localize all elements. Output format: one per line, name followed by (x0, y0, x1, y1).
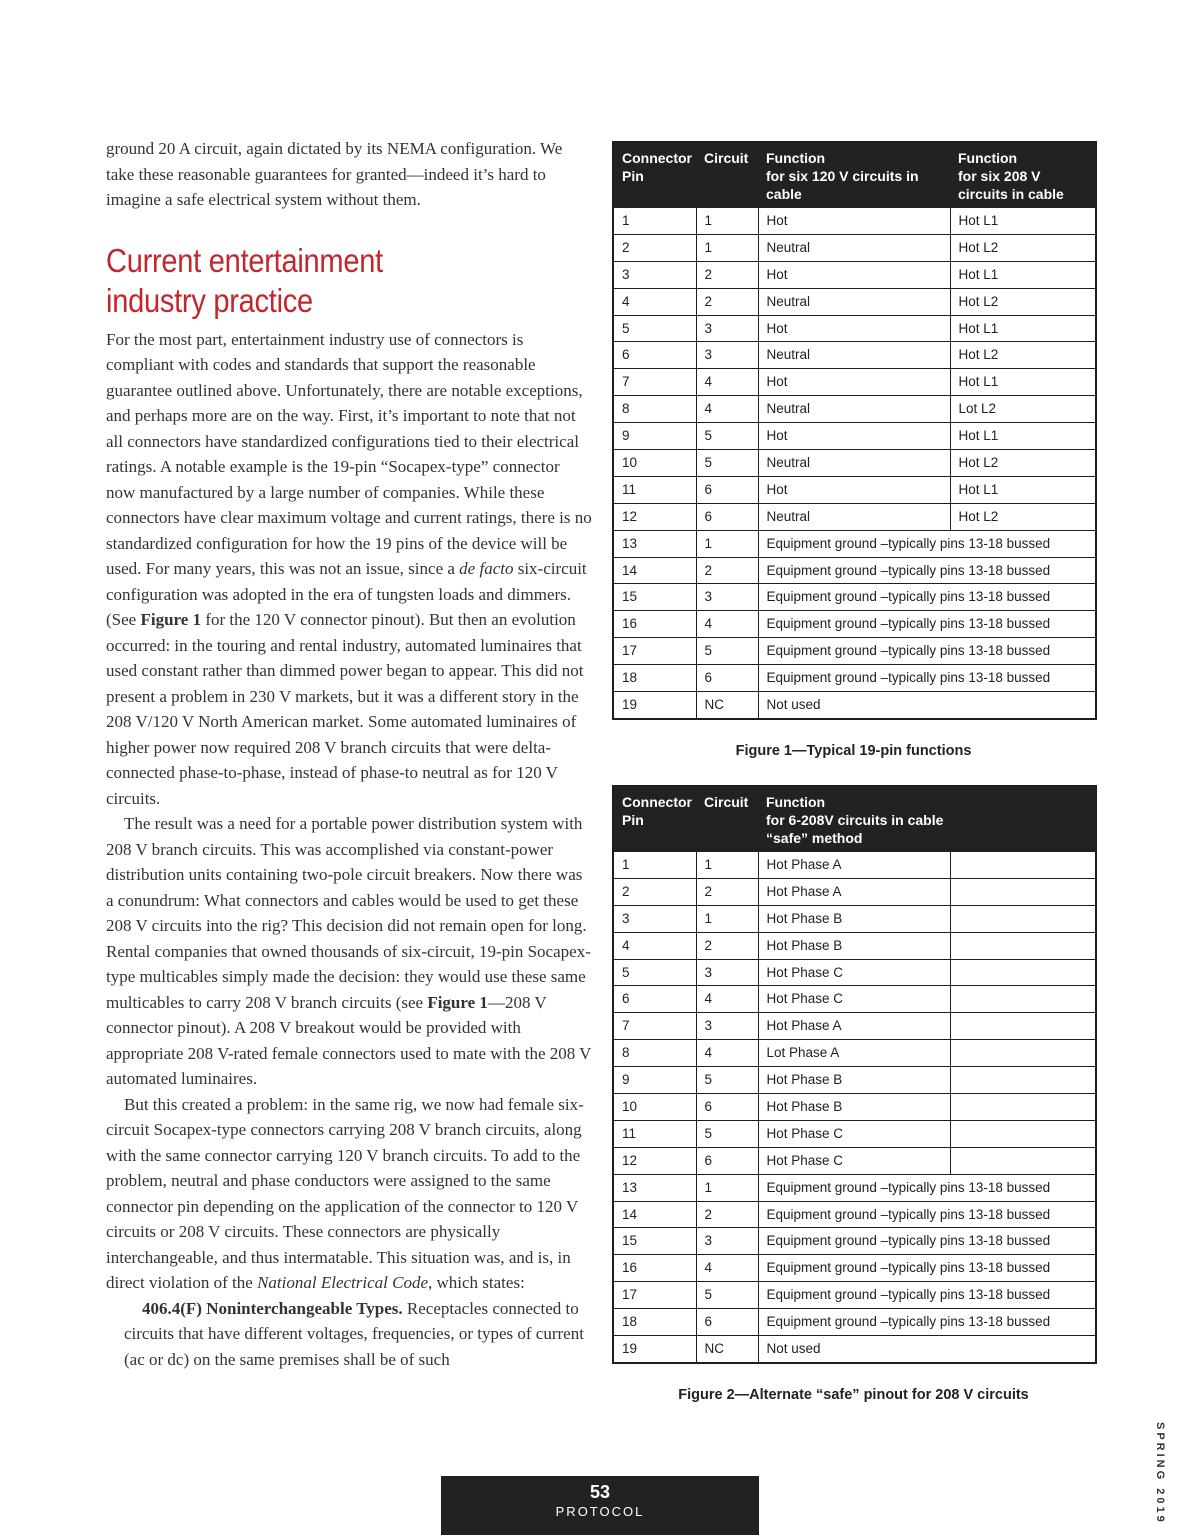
table-cell: 5 (696, 1120, 758, 1147)
table-cell: 6 (696, 503, 758, 530)
table-cell (950, 905, 1096, 932)
table-cell: Hot Phase B (758, 1094, 950, 1121)
table-cell: Hot L1 (950, 261, 1096, 288)
table-row (613, 530, 1096, 557)
table-cell: 16 (613, 1255, 696, 1282)
table-cell: Equipment ground –typically pins 13-18 bussed (758, 1201, 1096, 1228)
table-cell: 10 (613, 1094, 696, 1121)
table-cell: 5 (696, 1067, 758, 1094)
table-cell: Hot L2 (950, 342, 1096, 369)
table-cell: 5 (613, 959, 696, 986)
table-cell: 12 (613, 503, 696, 530)
table-cell: 4 (696, 1255, 758, 1282)
table-cell: 5 (696, 423, 758, 450)
table-cell: Neutral (758, 234, 950, 261)
table-cell (950, 1120, 1096, 1147)
table-cell: Not used (758, 1336, 1096, 1363)
table-row (613, 1255, 1096, 1282)
table-cell: 9 (613, 1067, 696, 1094)
p1-text-c: for the 120 V connector pinout). But then an evolution occurred: in the touring and rental industry, automated luminaires that used constant rather than dimmed power began to appear. This did not present a problem in 230 V markets, but it was a different story in the 208 V/120 V North American market. Some automated luminaires of higher power now required 208 V branch circuits that were delta-connected phase-to-phase, instead of phase-to neutral as for 120 V circuits. (106, 610, 584, 808)
table-cell: 6 (696, 665, 758, 692)
table-row (613, 665, 1096, 692)
table-cell: 5 (613, 315, 696, 342)
table-cell: 17 (613, 1282, 696, 1309)
section-heading-line2: industry practice (106, 281, 313, 319)
table-row (613, 932, 1096, 959)
table-cell: 10 (613, 450, 696, 477)
table-cell (950, 1040, 1096, 1067)
table-cell: NC (696, 1336, 758, 1363)
table-cell: 4 (696, 986, 758, 1013)
article-body (106, 136, 592, 1372)
table-row (613, 396, 1096, 423)
table-row (613, 342, 1096, 369)
table-cell: 1 (613, 852, 696, 879)
table-cell: Neutral (758, 396, 950, 423)
header-circuit: Circuit (696, 142, 758, 208)
table-row (613, 584, 1096, 611)
table-cell: 7 (613, 1013, 696, 1040)
page-footer (441, 1476, 759, 1535)
table-cell (950, 878, 1096, 905)
table-cell: Hot (758, 423, 950, 450)
figure-2-table (612, 785, 1097, 1364)
table-row (613, 261, 1096, 288)
table-cell: 11 (613, 476, 696, 503)
table-cell (950, 932, 1096, 959)
figure-1-header-row (613, 142, 1096, 208)
figure-1-body (613, 208, 1096, 719)
p1-italic: de facto (459, 559, 514, 578)
table-row (613, 1228, 1096, 1255)
table-cell: Hot (758, 208, 950, 235)
header-function-208v: Function for six 208 V circuits in cable (950, 142, 1096, 208)
table-cell: Hot Phase C (758, 959, 950, 986)
paragraph-3 (106, 1092, 592, 1296)
table-cell: 2 (696, 1201, 758, 1228)
table-cell: 18 (613, 665, 696, 692)
table-cell: Hot L2 (950, 450, 1096, 477)
table-cell: 2 (696, 932, 758, 959)
table-cell: 16 (613, 611, 696, 638)
header-connector-pin: Connector Pin (613, 142, 696, 208)
table-cell (950, 959, 1096, 986)
table-cell: 6 (613, 342, 696, 369)
page-number: 53 (589, 1482, 611, 1502)
table-row (613, 905, 1096, 932)
table-cell: 3 (613, 905, 696, 932)
quote-text: Receptacles connected to circuits that have different voltages, frequencies, or types of current (ac or dc) on the same premises shall be of such (124, 1298, 584, 1369)
table-cell: Hot Phase B (758, 1067, 950, 1094)
table-row (613, 1174, 1096, 1201)
figure-2-caption: Figure 2—Alternate “safe” pinout for 208 V circuits (678, 1387, 1029, 1403)
table-cell: 2 (696, 557, 758, 584)
table-row (613, 692, 1096, 719)
table-row (613, 878, 1096, 905)
figure-2-body (613, 852, 1096, 1363)
table-cell (950, 1067, 1096, 1094)
table-row (613, 450, 1096, 477)
table-row (613, 959, 1096, 986)
table-cell: Neutral (758, 342, 950, 369)
table-cell: Hot (758, 315, 950, 342)
table-row (613, 208, 1096, 235)
table-cell: 3 (696, 1013, 758, 1040)
table-cell: 2 (613, 878, 696, 905)
table-row (613, 638, 1096, 665)
p3-italic: National Electrical Code (257, 1273, 428, 1292)
table-cell: 13 (613, 1174, 696, 1201)
table-cell: 6 (696, 476, 758, 503)
table-row (613, 369, 1096, 396)
figure-1-caption: Figure 1—Typical 19-pin functions (735, 743, 972, 759)
table-cell: Hot Phase C (758, 1147, 950, 1174)
table-cell: Equipment ground –typically pins 13-18 bussed (758, 557, 1096, 584)
table-cell: Equipment ground –typically pins 13-18 bussed (758, 1282, 1096, 1309)
table-cell: 2 (696, 261, 758, 288)
table-cell: Lot L2 (950, 396, 1096, 423)
table-cell: 4 (696, 1040, 758, 1067)
table-cell: 3 (696, 342, 758, 369)
table-cell: 5 (696, 638, 758, 665)
table-row (613, 1120, 1096, 1147)
table-cell: 1 (696, 208, 758, 235)
table-cell: 14 (613, 557, 696, 584)
table-cell: Hot Phase A (758, 878, 950, 905)
table-cell: 6 (696, 1147, 758, 1174)
table-row (613, 1201, 1096, 1228)
section-heading (106, 241, 534, 321)
paragraph-1 (106, 327, 592, 812)
table-cell: 1 (613, 208, 696, 235)
table-cell: Hot L1 (950, 315, 1096, 342)
table-row (613, 288, 1096, 315)
table-row (613, 557, 1096, 584)
table-cell: Hot Phase A (758, 1013, 950, 1040)
table-row (613, 1040, 1096, 1067)
table-cell: 14 (613, 1201, 696, 1228)
table-row (613, 476, 1096, 503)
code-quote (106, 1296, 592, 1373)
table-row (613, 1094, 1096, 1121)
table-cell: 8 (613, 396, 696, 423)
table-cell: 5 (696, 1282, 758, 1309)
intro-paragraph: ground 20 A circuit, again dictated by its NEMA configuration. We take these reasonable guarantees for granted—indeed it’s hard to imagine a safe electrical system without them. (106, 139, 563, 209)
table-cell: 1 (696, 530, 758, 557)
table-cell: Hot (758, 476, 950, 503)
figure-2-header-row (613, 786, 1096, 852)
table-row (613, 503, 1096, 530)
table-cell: 5 (696, 450, 758, 477)
table-cell: Hot (758, 369, 950, 396)
section-heading-line1: Current entertainment (106, 241, 383, 279)
p3-text-a: But this created a problem: in the same rig, we now had female six-circuit Socapex-type connectors carrying 208 V branch circuits, along with the same connector carrying 120 V branch circuits. To add to the problem, neutral and phase conductors were assigned to the same connector pin depending on the application of the connector to 120 V circuits or 208 V circuits. These connectors are physically interchangeable, and thus intermatable. This situation was, and is, in direct violation of the (106, 1094, 584, 1292)
table-cell: 1 (696, 1174, 758, 1201)
header-function-208v-safe: Function for 6-208V circuits in cable “safe” method (758, 786, 1096, 852)
table-cell: Neutral (758, 288, 950, 315)
table-row (613, 1336, 1096, 1363)
p1-text-a: For the most part, entertainment industry use of connectors is compliant with codes and standards that support the reasonable guarantee outlined above. Unfortunately, there are notable exceptions, and perhaps more are on the way. First, it’s important to note that not all connectors have standardized configurations tied to their electrical ratings. A notable example is the 19-pin “Socapex-type” connector now manufactured by a large number of companies. While these connectors have clear maximum voltage and current ratings, there is no standardized configuration for how the 19 pins of the device will be used. For many years, this was not an issue, since a (106, 329, 592, 578)
table-cell: 7 (613, 369, 696, 396)
table-cell: Hot L2 (950, 503, 1096, 530)
table-cell: 15 (613, 1228, 696, 1255)
table-cell: Equipment ground –typically pins 13-18 bussed (758, 611, 1096, 638)
publication-name: PROTOCOL (555, 1504, 645, 1519)
table-cell (950, 852, 1096, 879)
p1-text-b: six-circuit configuration was adopted in the era of tungsten loads and dimmers. (See (106, 559, 587, 629)
table-cell: Hot Phase C (758, 986, 950, 1013)
table-row (613, 1013, 1096, 1040)
table-row (613, 852, 1096, 879)
table-cell: 3 (696, 1228, 758, 1255)
table-cell (950, 1094, 1096, 1121)
table-cell: Equipment ground –typically pins 13-18 bussed (758, 1228, 1096, 1255)
table-cell: 6 (613, 986, 696, 1013)
table-row (613, 1067, 1096, 1094)
table-cell: Equipment ground –typically pins 13-18 bussed (758, 1309, 1096, 1336)
table-cell: 6 (696, 1094, 758, 1121)
table-cell: Hot L1 (950, 208, 1096, 235)
table-row (613, 1147, 1096, 1174)
table-cell: 4 (696, 611, 758, 638)
table-row (613, 234, 1096, 261)
table-cell: Hot L2 (950, 288, 1096, 315)
p3-text-b: , which states: (428, 1273, 525, 1292)
table-cell: Lot Phase A (758, 1040, 950, 1067)
table-cell: NC (696, 692, 758, 719)
table-cell: Equipment ground –typically pins 13-18 bussed (758, 1255, 1096, 1282)
table-row (613, 986, 1096, 1013)
table-cell: 18 (613, 1309, 696, 1336)
p2-text-b: —208 V connector pinout). A 208 V breakout would be provided with appropriate 208 V-rated female connectors used to mate with the 208 V automated luminaires. (106, 992, 592, 1088)
figure-1-table (612, 141, 1097, 720)
table-cell: Equipment ground –typically pins 13-18 bussed (758, 638, 1096, 665)
table-cell: 9 (613, 423, 696, 450)
table-cell: 19 (613, 692, 696, 719)
table-row (613, 611, 1096, 638)
table-cell: 2 (696, 878, 758, 905)
table-cell: Hot (758, 261, 950, 288)
table-cell: Equipment ground –typically pins 13-18 bussed (758, 530, 1096, 557)
paragraph-2 (106, 811, 592, 1092)
table-cell (950, 1013, 1096, 1040)
table-cell: Hot L2 (950, 234, 1096, 261)
header-circuit: Circuit (696, 786, 758, 852)
header-function-120v: Function for six 120 V circuits in cable (758, 142, 950, 208)
table-cell: 3 (696, 315, 758, 342)
table-cell (950, 986, 1096, 1013)
table-cell: 4 (613, 932, 696, 959)
table-cell: Hot Phase B (758, 905, 950, 932)
table-cell: Hot Phase B (758, 932, 950, 959)
issue-label: SPRING 2019 (1154, 1422, 1166, 1525)
table-cell: Neutral (758, 450, 950, 477)
table-cell: 2 (613, 234, 696, 261)
table-cell: Hot L1 (950, 423, 1096, 450)
table-cell: 19 (613, 1336, 696, 1363)
table-cell: 11 (613, 1120, 696, 1147)
table-cell: Equipment ground –typically pins 13-18 bussed (758, 584, 1096, 611)
header-connector-pin: Connector Pin (613, 786, 696, 852)
table-cell: 3 (696, 959, 758, 986)
p1-figure-ref: Figure 1 (140, 610, 202, 629)
table-cell: 4 (613, 288, 696, 315)
table-row (613, 423, 1096, 450)
quote-title: 406.4(F) Noninterchangeable Types. (142, 1298, 403, 1318)
table-row (613, 315, 1096, 342)
table-row (613, 1309, 1096, 1336)
table-row (613, 1282, 1096, 1309)
table-cell: 3 (613, 261, 696, 288)
table-cell: 17 (613, 638, 696, 665)
table-cell: Neutral (758, 503, 950, 530)
table-cell (950, 1147, 1096, 1174)
table-cell: Equipment ground –typically pins 13-18 bussed (758, 665, 1096, 692)
table-cell: 12 (613, 1147, 696, 1174)
table-cell: 6 (696, 1309, 758, 1336)
table-cell: Hot Phase C (758, 1120, 950, 1147)
table-cell: 4 (696, 369, 758, 396)
table-cell: Hot L1 (950, 476, 1096, 503)
table-cell: 1 (696, 852, 758, 879)
p2-text-a: The result was a need for a portable power distribution system with 208 V branch circuits. This was accomplished via constant-power distribution units containing two-pole circuit breakers. Now there was a conundrum: What connectors and cables would be used to get these 208 V circuits into the rig? This decision did not remain open for long. Rental companies that owned thousands of six-circuit, 19-pin Socapex-type multicables simply made the decision: they would use these same multicables to carry 208 V branch circuits (see (106, 814, 591, 1012)
table-cell: 13 (613, 530, 696, 557)
table-cell: 2 (696, 288, 758, 315)
table-cell: Hot Phase A (758, 852, 950, 879)
table-cell: Not used (758, 692, 1096, 719)
table-cell: 3 (696, 584, 758, 611)
table-cell: 1 (696, 905, 758, 932)
table-cell: Hot L1 (950, 369, 1096, 396)
p2-figure-ref: Figure 1 (427, 992, 488, 1012)
table-cell: Equipment ground –typically pins 13-18 bussed (758, 1174, 1096, 1201)
table-cell: 4 (696, 396, 758, 423)
table-cell: 1 (696, 234, 758, 261)
table-cell: 8 (613, 1040, 696, 1067)
table-cell: 15 (613, 584, 696, 611)
